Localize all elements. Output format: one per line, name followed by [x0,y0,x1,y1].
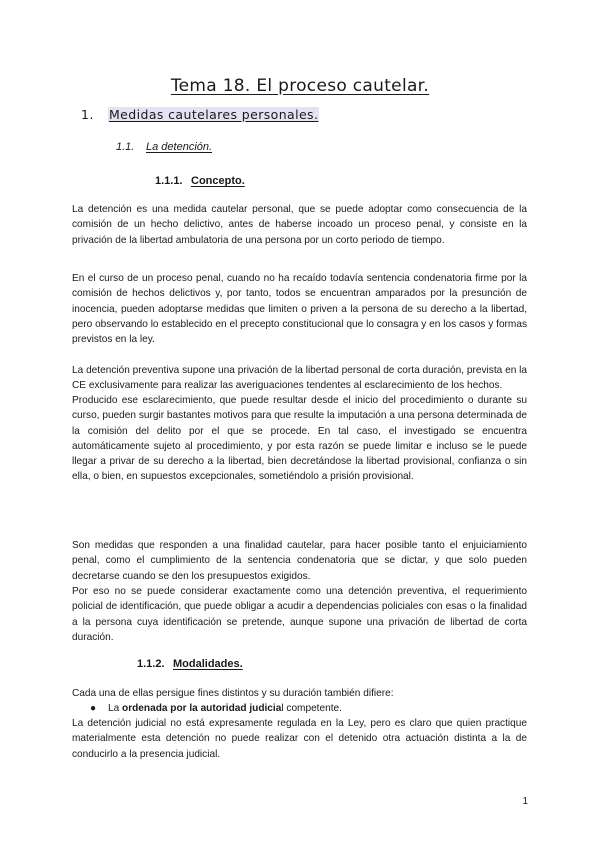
section-heading [81,107,319,122]
list-item [90,701,342,716]
subsection-heading [116,141,212,153]
list-item-suffix: l competente. [281,703,342,714]
subsubsection-heading-modalidades [137,658,243,670]
paragraph: La detención es una medida cautelar personal, que se puede adoptar como consecuencia de la comisión de un hecho delictivo, antes de haberse incoado un proceso penal, y consiste en la privación de la libertad ambulatoria de una persona por un corto periodo de tiempo. [72,204,527,246]
bullet-dot-icon: ● [90,703,97,714]
list-item-bold: ordenada por la autoridad judicia [122,703,282,714]
paragraph: En el curso de un proceso penal, cuando no ha recaído todavía sentencia condenatoria firme por la comisión de hechos delictivos y, por tanto, todos se encuentran amparados por la presunción de inocencia, pueden adoptarse medidas que limiten o priven a la persona de su derecho a la libertad, pero observando lo establecido en el precepto constitucional que lo consagra y en los casos y formas previstos en la ley. [72,273,527,346]
list-item-prefix: La [108,703,123,714]
paragraph: Cada una de ellas persigue fines distintos y su duración también difiere: [72,688,394,699]
document-title: Tema 18. El proceso cautelar. [170,76,430,96]
section-title: Medidas cautelares personales. [109,107,319,122]
paragraph: Producido ese esclarecimiento, que puede resultar desde el inicio del procedimiento o durante su curso, pueden surgir bastantes motivos para que resulte la imputación a una persona determinada de la comisión del delito por el que se procede. En tal caso, el investigado se encuentra automáticamente sujeto al procedimiento, y por esta razón se puede limitar e incluso se le puede llegar a privar de su derecho a la libertad, bien decretándose la libertad provisional, confianza o sin ella, o bien, en supuestos excepcionales, sometiéndolo a prisión provisional. [72,395,527,483]
paragraph: Son medidas que responden a una finalidad cautelar, para hacer posible tanto el enjuiciamiento penal, como el cumplimiento de la sentencia condenatoria que se dictar, y que solo pueden decretarse cuando se den los presupuestos exigidos. [72,540,527,582]
subsection-number: 1.1. [116,141,135,153]
subsubsection-number: 1.1.2. [137,658,165,670]
subsubsection-title: Concepto. [191,175,245,187]
subsection-title: La detención. [146,141,213,153]
section-number: 1. [81,107,94,122]
subsubsection-heading-concepto [155,175,245,187]
subsubsection-title: Modalidades. [173,658,243,670]
paragraph: Por eso no se puede considerar exactamente como una detención preventiva, el requerimiento policial de identificación, que puede obligar a acudir a dependencias policiales con esas o la finalidad a la persona cuya identificación se pretende, aunque supone una privación de libertad de corta duración. [72,586,527,643]
subsubsection-number: 1.1.1. [155,175,183,187]
paragraph: La detención preventiva supone una privación de la libertad personal de corta duración, prevista en la CE exclusivamente para realizar las averiguaciones tendentes al esclarecimiento de los hechos. [72,365,527,392]
page-number: 1 [522,796,528,807]
paragraph: La detención judicial no está expresamente regulada en la Ley, pero es claro que quien practique materialmente esta detención no puede realizar con el detenido otra actuación distinta a la de conducirlo a la presencia judicial. [72,718,527,760]
